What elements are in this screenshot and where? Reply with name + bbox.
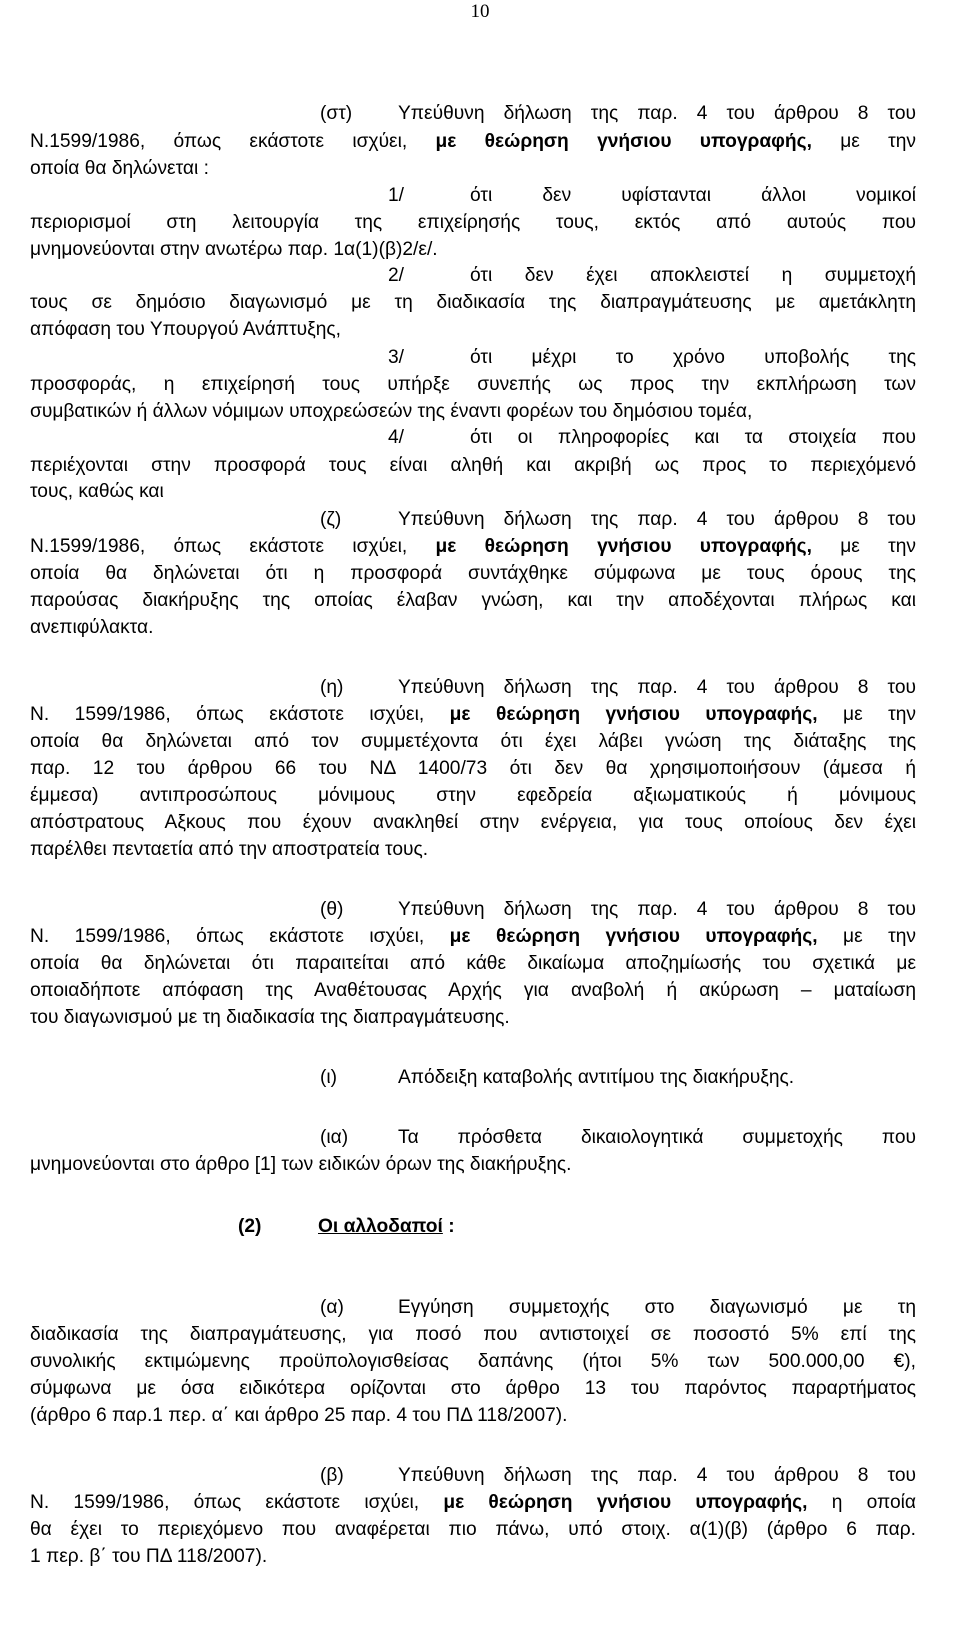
section-marker: (ια)	[320, 1127, 349, 1148]
section-marker: (ι)	[320, 1067, 338, 1088]
eta-line-6: παρέλθει πενταετία από την αποστρατεία τους.	[30, 839, 429, 860]
z-line-4: ανεπιφύλακτα.	[30, 617, 154, 638]
eta-line-4: έμμεσα) αντιπροσώπους μόνιμους στην εφεδρεία αξιωματικούς ή μόνιμους	[30, 785, 916, 806]
section-text: Απόδειξη καταβολής αντιτίμου της διακήρυξης.	[398, 1067, 795, 1088]
eta-line-5: απόστρατους Αξκους που έχουν ανακληθεί στην ενέργεια, για τους οποίους δεν έχει	[30, 812, 916, 833]
section-marker: (στ)	[320, 103, 353, 124]
section-title: Οι αλλοδαποί	[318, 1216, 443, 1237]
st-item-3-line-3: συμβατικών ή άλλων νόμιμων υποχρεώσεών της έναντι φορέων του δημόσιου τομέα,	[30, 401, 753, 422]
st-item-1-line-3: μνημονεύονται στην ανωτέρω παρ. 1α(1)(β)2/ε/.	[30, 239, 438, 260]
a-line-4: σύμφωνα με όσα ειδικότερα ορίζονται στο άρθρο 13 του παρόντος παραρτήματος	[30, 1378, 916, 1399]
section-heading-text: Υπεύθυνη δήλωση της παρ. 4 του άρθρου 8 του	[398, 103, 916, 124]
item-text: ότι δεν υφίστανται άλλοι νομικοί	[470, 185, 916, 206]
st-item-4-line-3: τους, καθώς και	[30, 481, 164, 502]
item-text: ότι οι πληροφορίες και τα στοιχεία που	[470, 427, 916, 448]
st-item-3-line-2: προσφοράς, η επιχείρησή τους υπήρξε συνεπής ως προς την εκπλήρωση των	[30, 374, 916, 395]
item-marker: 3/	[388, 347, 405, 368]
eta-line-1: Ν. 1599/1986, όπως εκάστοτε ισχύει, με θεώρηση γνήσιου υπογραφής, με την	[30, 704, 916, 725]
eta-line-3: παρ. 12 του άρθρου 66 του ΝΔ 1400/73 ότι δεν θα χρησιμοποιήσουν (άμεσα ή	[30, 758, 916, 779]
ia-line-2: μνημονεύονται στο άρθρο [1] των ειδικών όρων της διακήρυξης.	[30, 1154, 572, 1175]
section-heading-text: Εγγύηση συμμετοχής στο διαγωνισμό με τη	[398, 1297, 916, 1318]
section-marker: (β)	[320, 1465, 344, 1486]
theta-line-4: του διαγωνισμού με τη διαδικασία της διαπραγμάτευσης.	[30, 1007, 510, 1028]
section-number: (2)	[238, 1216, 262, 1237]
b-line-1: Ν. 1599/1986, όπως εκάστοτε ισχύει, με θεώρηση γνήσιου υπογραφής, η οποία	[30, 1492, 916, 1513]
item-text: ότι δεν έχει αποκλειστεί η συμμετοχή	[470, 265, 916, 286]
section-heading-text: Υπεύθυνη δήλωση της παρ. 4 του άρθρου 8 του	[398, 899, 916, 920]
b-line-3: 1 περ. β΄ του ΠΔ 118/2007).	[30, 1546, 268, 1567]
z-line-3: παρούσας διακήρυξης της οποίας έλαβαν γνώση, και την αποδέχονται πλήρως και	[30, 590, 916, 611]
st-item-2-line-2: τους σε δημόσιο διαγωνισμό με τη διαδικασία της διαπραγμάτευσης με αμετάκλητη	[30, 292, 916, 313]
section-heading-text: Υπεύθυνη δήλωση της παρ. 4 του άρθρου 8 του	[398, 677, 916, 698]
a-line-5: (άρθρο 6 παρ.1 περ. α΄ και άρθρο 25 παρ. 4 του ΠΔ 118/2007).	[30, 1405, 568, 1426]
st-line-2: οποία θα δηλώνεται :	[30, 158, 209, 179]
theta-line-2: οποία θα δηλώνεται ότι παραιτείται από κάθε δικαίωμα αποζημίωσής του σχετικά με	[30, 953, 916, 974]
page-number: 10	[470, 1, 490, 22]
item-marker: 4/	[388, 427, 405, 448]
section-marker: (θ)	[320, 899, 344, 920]
b-line-2: θα έχει το περιεχόμενο που αναφέρεται πιο πάνω, υπό στοιχ. α(1)(β) (άρθρο 6 παρ.	[30, 1519, 916, 1540]
theta-line-1: Ν. 1599/1986, όπως εκάστοτε ισχύει, με θεώρηση γνήσιου υπογραφής, με την	[30, 926, 916, 947]
section-marker: (ζ)	[320, 509, 342, 530]
section-marker: (α)	[320, 1297, 344, 1318]
z-line-1: Ν.1599/1986, όπως εκάστοτε ισχύει, με θεώρηση γνήσιου υπογραφής, με την	[30, 536, 916, 557]
section-heading-text: Υπεύθυνη δήλωση της παρ. 4 του άρθρου 8 του	[398, 509, 916, 530]
a-line-2: διαδικασία της διαπραγμάτευσης, για ποσό που αντιστοιχεί σε ποσοστό 5% επί της	[30, 1324, 916, 1345]
item-marker: 2/	[388, 265, 405, 286]
eta-line-2: οποία θα δηλώνεται από τον συμμετέχοντα ότι έχει λάβει γνώση της διάταξης της	[30, 731, 916, 752]
section-heading-text: Υπεύθυνη δήλωση της παρ. 4 του άρθρου 8 του	[398, 1465, 916, 1486]
item-marker: 1/	[388, 185, 405, 206]
st-item-2-line-3: απόφαση του Υπουργού Ανάπτυξης,	[30, 319, 341, 340]
section-marker: (η)	[320, 677, 344, 698]
st-item-4-line-2: περιέχονται στην προσφορά τους είναι αληθή και ακριβή ως προς το περιεχόμενό	[30, 455, 916, 476]
z-line-2: οποία θα δηλώνεται ότι η προσφορά συντάχθηκε σύμφωνα με τους όρους της	[30, 563, 916, 584]
a-line-3: συνολικής εκτιμώμενης προϋπολογισθείσας δαπάνης (ήτοι 5% των 500.000,00 €),	[30, 1351, 916, 1372]
st-line-1: Ν.1599/1986, όπως εκάστοτε ισχύει, με θεώρηση γνήσιου υπογραφής, με την	[30, 131, 916, 152]
theta-line-3: οποιαδήποτε απόφαση της Αναθέτουσας Αρχής για αναβολή ή ακύρωση – ματαίωση	[30, 980, 916, 1001]
section-heading-text: Τα πρόσθετα δικαιολογητικά συμμετοχής που	[398, 1127, 916, 1148]
item-text: ότι μέχρι το χρόνο υποβολής της	[470, 347, 916, 368]
st-item-1-line-2: περιορισμοί στη λειτουργία της επιχείρησής τους, εκτός από αυτούς που	[30, 212, 916, 233]
